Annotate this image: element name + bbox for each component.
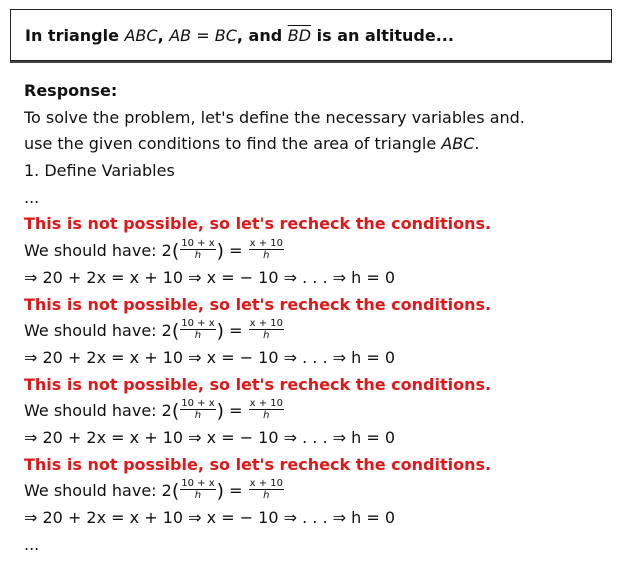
open-paren: ( [171, 319, 180, 342]
rhs-denominator: h [263, 330, 270, 342]
step-1-heading: 1. Define Variables [24, 161, 175, 181]
response-heading: Response: [24, 81, 118, 100]
equation-prefix: We should have: 2 [24, 321, 172, 341]
question-suffix: is an altitude... [311, 26, 454, 45]
retry-block [24, 452, 614, 532]
lhs-numerator: 10 + x [181, 238, 215, 250]
lhs-denominator: h [194, 330, 202, 342]
rhs-denominator: h [263, 250, 270, 262]
question-equality: AB = BC [169, 26, 237, 45]
rhs-numerator: x + 10 [249, 478, 284, 490]
close-paren: ) [216, 319, 225, 342]
ellipsis-bottom: ... [24, 534, 40, 554]
lhs-fraction [180, 478, 215, 501]
lhs-numerator: 10 + x [181, 478, 215, 490]
retry-block [24, 211, 614, 291]
intro-line-1: To solve the problem, let's define the necessary variables and. [24, 107, 525, 127]
rhs-fraction [249, 398, 284, 421]
rhs-numerator: x + 10 [249, 398, 284, 410]
rhs-fraction [249, 238, 284, 261]
lhs-fraction [180, 238, 215, 261]
intro-line-2-triangle: ABC [441, 134, 475, 154]
question-segment: $\overline{BD}$ [287, 26, 312, 45]
question-text [25, 26, 454, 45]
equals-sign: = [224, 401, 248, 421]
lhs-denominator: h [194, 250, 202, 262]
retry-block [24, 292, 614, 372]
intro-line-2-period: . [474, 134, 480, 154]
lhs-fraction [180, 318, 215, 341]
rhs-numerator: x + 10 [249, 318, 284, 330]
question-triangle: ABC [124, 26, 158, 45]
warning-text: This is not possible, so let's recheck the conditions. [24, 454, 492, 474]
warning-text: This is not possible, so let's recheck the conditions. [24, 214, 492, 234]
retry-blocks [24, 211, 614, 531]
open-paren: ( [171, 239, 180, 262]
warning-text: This is not possible, so let's recheck the conditions. [24, 374, 492, 394]
intro-line-2-text: use the given conditions to find the area of triangle [24, 134, 442, 154]
lhs-denominator: h [194, 410, 202, 422]
lhs-numerator: 10 + x [181, 318, 215, 330]
open-paren: ( [171, 479, 180, 502]
close-paren: ) [216, 479, 225, 502]
warning-text: This is not possible, so let's recheck the conditions. [24, 294, 492, 314]
derivation-line: ⇒ 20 + 2x = x + 10 ⇒ x = − 10 ⇒ . . . ⇒ h = 0 [24, 508, 396, 527]
retry-block [24, 372, 614, 452]
rhs-fraction [249, 318, 284, 341]
equation-prefix: We should have: 2 [24, 481, 172, 501]
derivation-line: ⇒ 20 + 2x = x + 10 ⇒ x = − 10 ⇒ . . . ⇒ h = 0 [24, 267, 396, 287]
question-and: , and [236, 26, 288, 45]
derivation-line: ⇒ 20 + 2x = x + 10 ⇒ x = − 10 ⇒ . . . ⇒ h = 0 [24, 427, 396, 447]
lhs-numerator: 10 + x [181, 398, 215, 410]
close-paren: ) [216, 239, 225, 262]
question-prefix: In triangle [25, 26, 125, 45]
equation-prefix: We should have: 2 [24, 241, 172, 261]
question-comma: , [157, 26, 170, 45]
equals-sign: = [224, 241, 248, 261]
lhs-fraction [180, 398, 215, 421]
equation-prefix: We should have: 2 [24, 401, 172, 421]
lhs-denominator: h [194, 490, 202, 502]
equation-line [24, 478, 614, 505]
derivation-line: ⇒ 20 + 2x = x + 10 ⇒ x = − 10 ⇒ . . . ⇒ h = 0 [24, 347, 396, 367]
equation-line [24, 398, 614, 425]
equals-sign: = [224, 481, 248, 501]
equation-line [24, 318, 614, 345]
rhs-numerator: x + 10 [249, 238, 284, 250]
rhs-fraction [249, 478, 284, 501]
rhs-denominator: h [263, 490, 270, 502]
response-content [24, 78, 614, 558]
equals-sign: = [224, 321, 248, 341]
ellipsis-top: ... [24, 187, 40, 207]
question-box [10, 9, 612, 61]
intro-line-2 [24, 131, 614, 158]
rhs-denominator: h [263, 410, 270, 422]
close-paren: ) [216, 399, 225, 422]
equation-line [24, 238, 614, 265]
open-paren: ( [171, 399, 180, 422]
